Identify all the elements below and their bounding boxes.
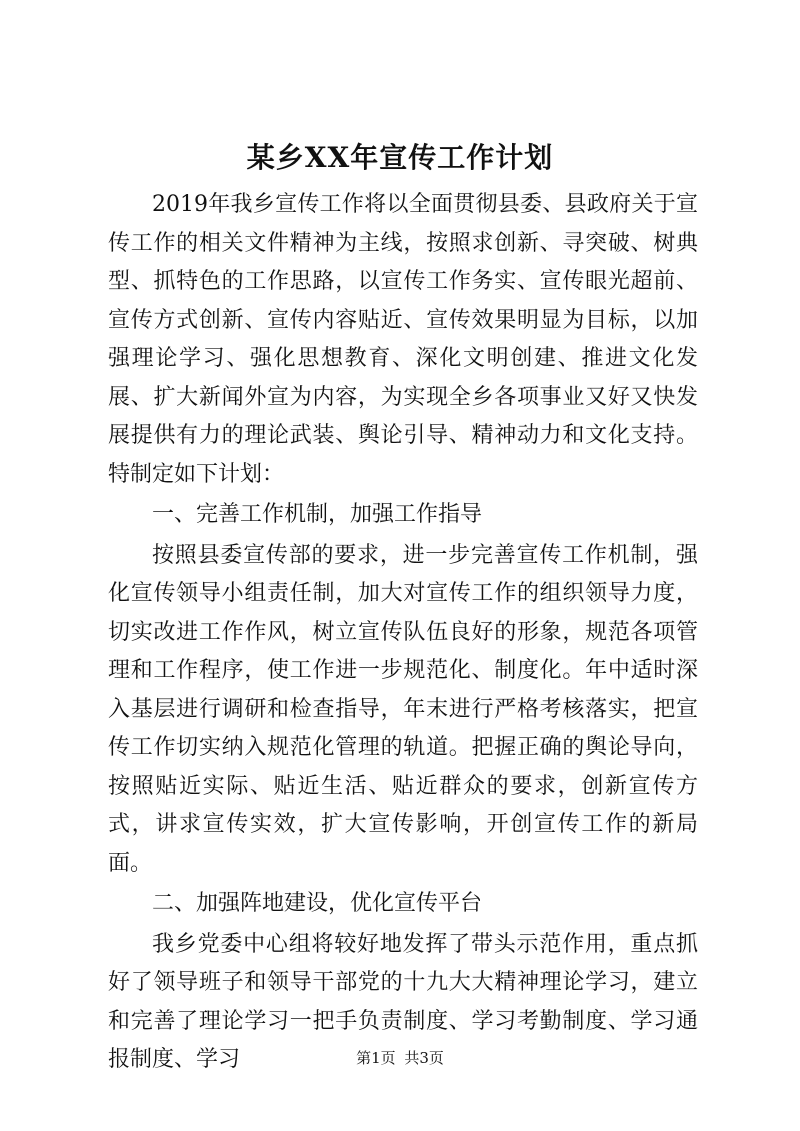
page-footer (0, 1048, 800, 1068)
page-number: 第1页 (356, 1049, 396, 1067)
document-body (108, 186, 698, 1080)
paragraph-intro: 2019年我乡宣传工作将以全面贯彻县委、县政府关于宣传工作的相关文件精神为主线，按照求创新、寻突破、树典型、抓特色的工作思路，以宣传工作务实、宣传眼光超前、宣传方式创新、宣传内容贴近、宣传效果明显为目标，以加强理论学习、强化思想教育、深化文明创建、推进文化发展、扩大新闻外宣为内容，为实现全乡各项事业又好又快发展提供有力的理论武装、舆论引导、精神动力和文化支持。特制定如下计划： (108, 192, 698, 487)
page-total: 共3页 (404, 1049, 444, 1067)
paragraph-section-1: 按照县委宣传部的要求，进一步完善宣传工作机制，强化宣传领导小组责任制，加大对宣传工作的组织领导力度，切实改进工作作风，树立宣传队伍良好的形象，规范各项管理和工作程序，使工作进一步规范化、制度化。年中适时深入基层进行调研和检查指导，年末进行严格考核落实，把宣传工作切实纳入规范化管理的轨道。把握正确的舆论导向，按照贴近实际、贴近生活、贴近群众的要求，创新宣传方式，讲求宣传实效，扩大宣传影响，开创宣传工作的新局面。 (108, 542, 698, 876)
paragraph-section-2: 我乡党委中心组将较好地发挥了带头示范作用，重点抓好了领导班子和领导干部党的十九大大精神理论学习，建立和完善了理论学习一把手负责制度、学习考勤制度、学习通报制度、学习 (108, 931, 698, 1072)
section-heading-2: 二、加强阵地建设，优化宣传平台 (152, 891, 483, 916)
section-heading-1: 一、完善工作机制，加强工作指导 (152, 502, 483, 527)
document-title: 某乡XX年宣传工作计划 (246, 141, 554, 174)
